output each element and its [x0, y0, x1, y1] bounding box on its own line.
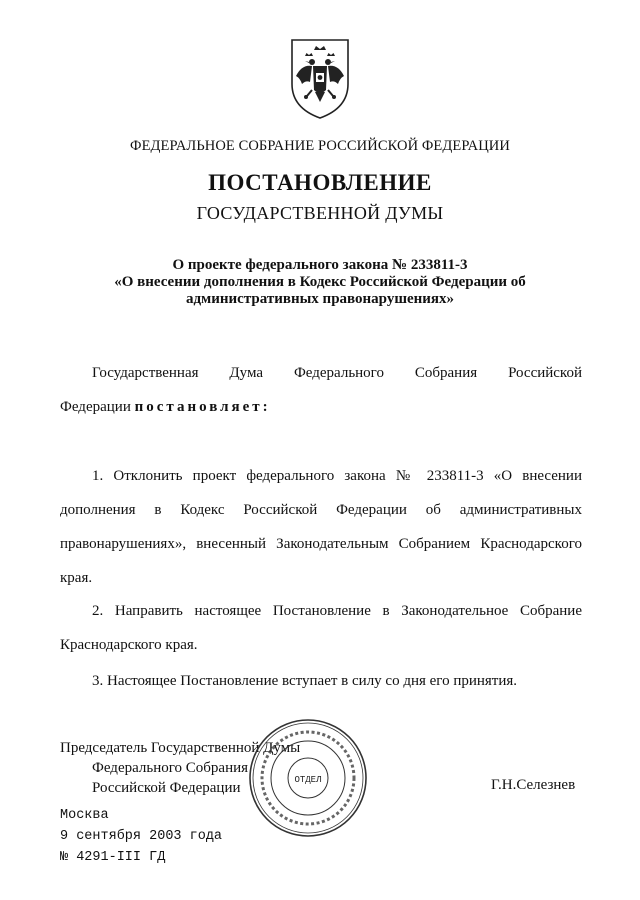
signatory-title-line: Федерального Собрания — [92, 760, 249, 776]
preamble — [60, 356, 582, 424]
document-issuer: ГОСУДАРСТВЕННОЙ ДУМЫ — [196, 203, 444, 223]
clause-1 — [60, 459, 582, 595]
organization-header: ФЕДЕРАЛЬНОЕ СОБРАНИЕ РОССИЙСКОЙ ФЕДЕРАЦИИ — [130, 138, 510, 154]
stamp-center-text: ОТДЕЛ — [294, 775, 322, 785]
clause-line: края. — [60, 570, 93, 586]
clause-line: правонарушениях», внесенный Законодательным Собранием Краснодарского — [60, 536, 582, 552]
preamble-text: Федерации — [60, 399, 135, 415]
document-number: № 4291-III ГД — [60, 850, 166, 865]
subject-line: О проекте федерального закона № 233811-3 — [172, 257, 468, 273]
preamble-line: Государственная Дума Федерального Собрания Российской — [92, 365, 582, 381]
clause-line: 1. Отклонить проект федерального закона № 233811-3 «О внесении — [92, 468, 582, 484]
date: 9 сентября 2003 года — [60, 829, 223, 844]
official-stamp — [246, 716, 370, 840]
clause-3 — [60, 664, 582, 698]
subject-line: «О внесении дополнения в Кодекс Российской Федерации об — [114, 274, 526, 290]
place: Москва — [60, 808, 109, 823]
signatory-name: Г.Н.Селезнев — [491, 777, 576, 793]
subject-line: административных правонарушениях» — [185, 291, 455, 307]
signatory-title-line: Председатель Государственной Думы — [60, 740, 301, 756]
clause-line: 2. Направить настоящее Постановление в Законодательное Собрание — [92, 603, 582, 619]
preamble-line — [60, 390, 582, 424]
document-footer — [60, 805, 222, 868]
clause-line: Краснодарского края. — [60, 637, 198, 653]
clause-line: 3. Настоящее Постановление вступает в силу со дня его принятия. — [92, 673, 518, 689]
document-subject — [0, 257, 640, 308]
preamble-decision-word: постановляет: — [134, 399, 271, 415]
signatory-title-line: Российской Федерации — [92, 780, 241, 796]
coat-of-arms-emblem — [288, 36, 352, 120]
clause-line: дополнения в Кодекс Российской Федерации об административных — [60, 502, 582, 518]
document-type-title: ПОСТАНОВЛЕНИЕ — [208, 170, 432, 195]
clause-2 — [60, 594, 582, 662]
